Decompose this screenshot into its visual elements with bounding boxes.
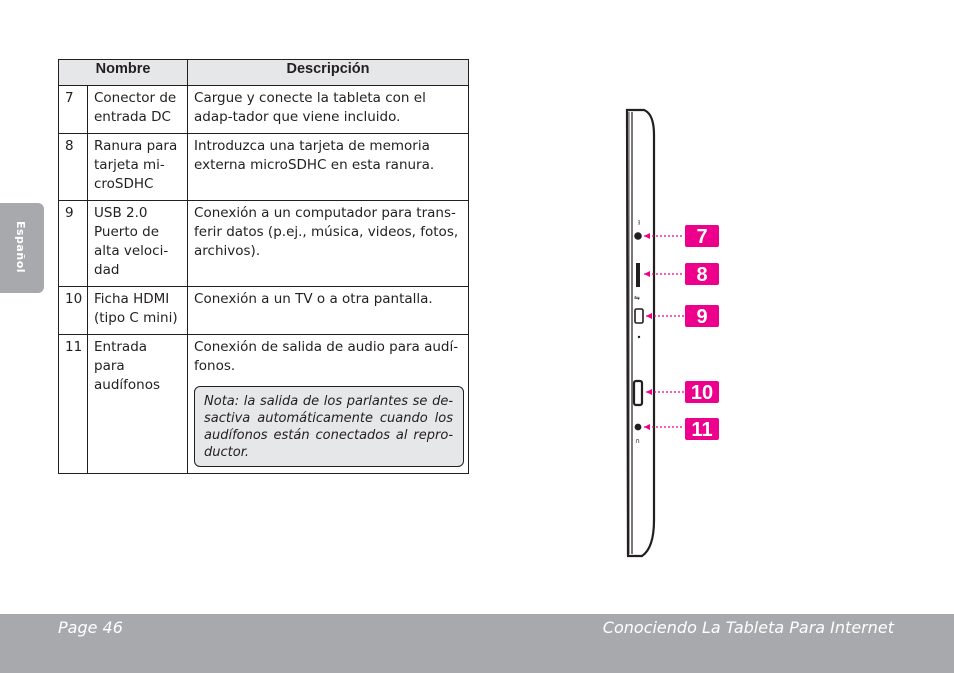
usb-port-icon (635, 309, 643, 323)
table-row (59, 201, 469, 287)
dc-jack-icon (634, 232, 642, 240)
row-description-cell (188, 335, 469, 474)
row-number: 7 (59, 86, 88, 134)
language-tab-label: Español (14, 221, 27, 274)
row-number: 10 (59, 287, 88, 335)
row-name: Ficha HDMI (tipo C mini) (88, 287, 188, 335)
note-box: Nota: la salida de los parlantes se de-sactiva automáticamente cuando los audífonos están conectados al repro-ductor. (194, 386, 464, 467)
ports-table (58, 59, 469, 474)
usb-led-icon (638, 336, 640, 338)
usb-symbol-icon: ⇋ (634, 294, 640, 302)
table-header-row (59, 60, 469, 86)
headphone-symbol-icon: ∩ (635, 437, 641, 445)
page-number: Page 46 (58, 618, 123, 637)
callout-label: 9 (696, 306, 708, 328)
row-name: Conector de entrada DC (88, 86, 188, 134)
callout-label: 7 (696, 226, 708, 248)
row-description: Introduzca una tarjeta de memoria externa microSDHC en esta ranura. (188, 134, 469, 201)
callout-badge-8 (685, 263, 719, 286)
row-number: 8 (59, 134, 88, 201)
microsd-slot-icon (636, 263, 640, 287)
table-row (59, 287, 469, 335)
row-description: Conexión a un TV o a otra pantalla. (188, 287, 469, 335)
dc-symbol-icon: ⎓ (635, 220, 642, 225)
hdmi-port-icon (634, 381, 642, 405)
row-name: Entrada para audífonos (88, 335, 188, 474)
header-description: Descripción (188, 60, 469, 86)
table-row (59, 335, 469, 474)
chapter-title: Conociendo La Tableta Para Internet (602, 618, 894, 637)
table-row (59, 86, 469, 134)
row-description: Conexión de salida de audio para audí-fonos. (194, 339, 459, 374)
headphone-jack-icon (635, 424, 642, 431)
tablet-body (627, 110, 654, 556)
row-description: Cargue y conecte la tableta con el adap-tador que viene incluido. (188, 86, 469, 134)
callout-label: 8 (696, 264, 708, 286)
tablet-side-diagram (600, 100, 740, 570)
page-footer (0, 614, 954, 673)
header-name: Nombre (59, 60, 188, 86)
callout-label: 10 (690, 382, 714, 404)
language-tab (0, 203, 44, 293)
row-description: Conexión a un computador para trans-ferir datos (p.ej., música, videos, fotos, archivos). (188, 201, 469, 287)
row-name: Ranura para tarjeta mi-croSDHC (88, 134, 188, 201)
table-row (59, 134, 469, 201)
callout-badge-11 (685, 418, 719, 441)
row-number: 9 (59, 201, 88, 287)
callout-label: 11 (691, 419, 713, 441)
row-name: USB 2.0 Puerto de alta veloci-dad (88, 201, 188, 287)
callout-badge-7 (685, 225, 719, 248)
callout-badge-10 (685, 381, 719, 404)
callout-badge-9 (685, 305, 719, 328)
row-number: 11 (59, 335, 88, 474)
